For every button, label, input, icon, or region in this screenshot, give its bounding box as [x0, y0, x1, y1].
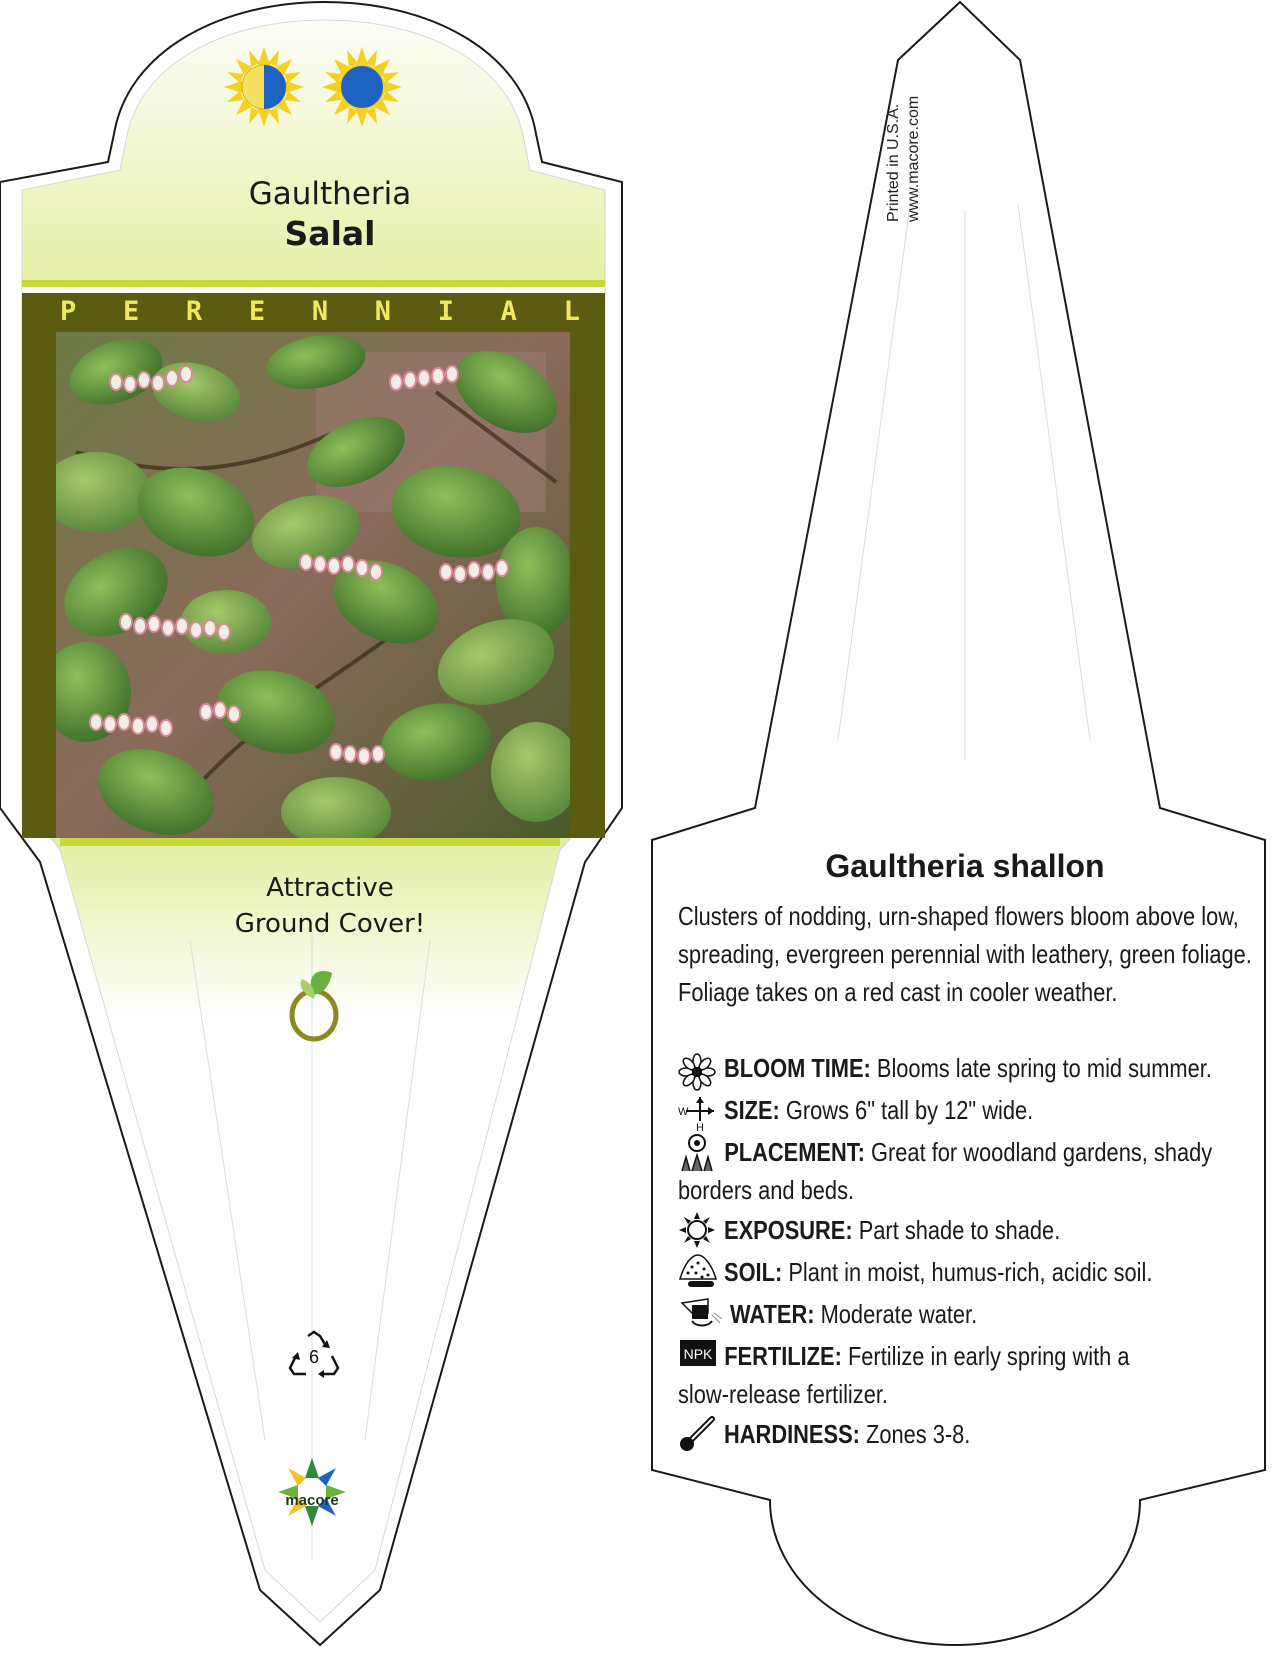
- category-letter: I: [437, 296, 454, 327]
- attr-size: [724, 1091, 1277, 1129]
- category-letter: L: [563, 296, 580, 327]
- green-band-top: [22, 280, 605, 287]
- plant-description: Clusters of nodding, urn-shaped flowers bloom above low, spreading, evergreen perennial with leathery, green foliage. Foliage takes on a red cast in cooler weather.: [678, 901, 1252, 1007]
- attr-label: SOIL:: [724, 1257, 783, 1287]
- printed-line2: www.macore.com: [905, 95, 922, 222]
- category-letter: A: [500, 296, 517, 327]
- attr-label: PLACEMENT:: [724, 1137, 865, 1167]
- thermometer-icon: [678, 1413, 718, 1453]
- recycle-number: 6: [308, 1347, 320, 1367]
- sun-icon: [678, 1211, 716, 1249]
- attr-label: HARDINESS:: [724, 1419, 860, 1449]
- attr-bloom-time: [724, 1049, 1277, 1087]
- salal-flowers-photo: [56, 332, 570, 838]
- attr-hardiness: [724, 1415, 1277, 1453]
- scientific-name: Gaultheria shallon: [825, 848, 1105, 884]
- part-sun-icon: [222, 45, 306, 129]
- recycle-icon: [286, 1330, 342, 1380]
- brand-name: macore: [285, 1492, 339, 1509]
- printed-credit: [884, 22, 924, 222]
- size-icon: [678, 1093, 716, 1131]
- tagline-line1: Attractive: [266, 873, 394, 903]
- attr-soil: [724, 1253, 1277, 1291]
- attr-label: BLOOM TIME:: [724, 1053, 871, 1083]
- attr-value: Moderate water.: [814, 1299, 978, 1329]
- attr-value: Part shade to shade.: [852, 1215, 1061, 1245]
- attr-label: EXPOSURE:: [724, 1215, 853, 1245]
- seed-leaf-icon: [284, 965, 344, 1045]
- attr-label: FERTILIZE:: [724, 1341, 842, 1371]
- category-letter: E: [122, 296, 140, 327]
- attr-label: WATER:: [730, 1299, 815, 1329]
- category-letter: R: [185, 296, 203, 327]
- category-letter: P: [60, 296, 77, 327]
- attr-value: Grows 6" tall by 12" wide.: [779, 1095, 1034, 1125]
- attr-value: Fertilize in early spring with a slow-release fertilizer.: [678, 1341, 1130, 1409]
- attr-value: Great for woodland gardens, shady borders and beds.: [678, 1137, 1213, 1205]
- watering-can-icon: [678, 1291, 722, 1331]
- attr-exposure: [724, 1211, 1277, 1249]
- attr-value: Blooms late spring to mid summer.: [870, 1053, 1212, 1083]
- attr-value: Plant in moist, humus-rich, acidic soil.: [782, 1257, 1153, 1287]
- tagline: [120, 870, 540, 942]
- soil-icon: [678, 1251, 718, 1289]
- full-shade-icon: [320, 45, 404, 129]
- flower-icon: [678, 1053, 716, 1091]
- attr-label: SIZE:: [724, 1095, 780, 1125]
- common-name-title: Salal: [284, 214, 376, 253]
- attr-water: [730, 1295, 1277, 1333]
- npk-label: NPK: [683, 1346, 713, 1362]
- printed-line1: Printed in U.S.A.: [885, 103, 902, 222]
- category-letter: N: [311, 296, 329, 327]
- attr-fertilize: [678, 1337, 1148, 1413]
- category-label: [60, 296, 580, 327]
- genus-title: Gaultheria: [248, 176, 412, 212]
- green-band-bottom: [60, 838, 560, 846]
- category-letter: E: [248, 296, 266, 327]
- attr-value: Zones 3-8.: [859, 1419, 971, 1449]
- size-h-label: H: [696, 1122, 704, 1131]
- size-w-label: W: [678, 1106, 689, 1118]
- attr-placement: [678, 1133, 1266, 1209]
- tagline-line2: Ground Cover!: [234, 909, 426, 939]
- category-letter: N: [374, 296, 392, 327]
